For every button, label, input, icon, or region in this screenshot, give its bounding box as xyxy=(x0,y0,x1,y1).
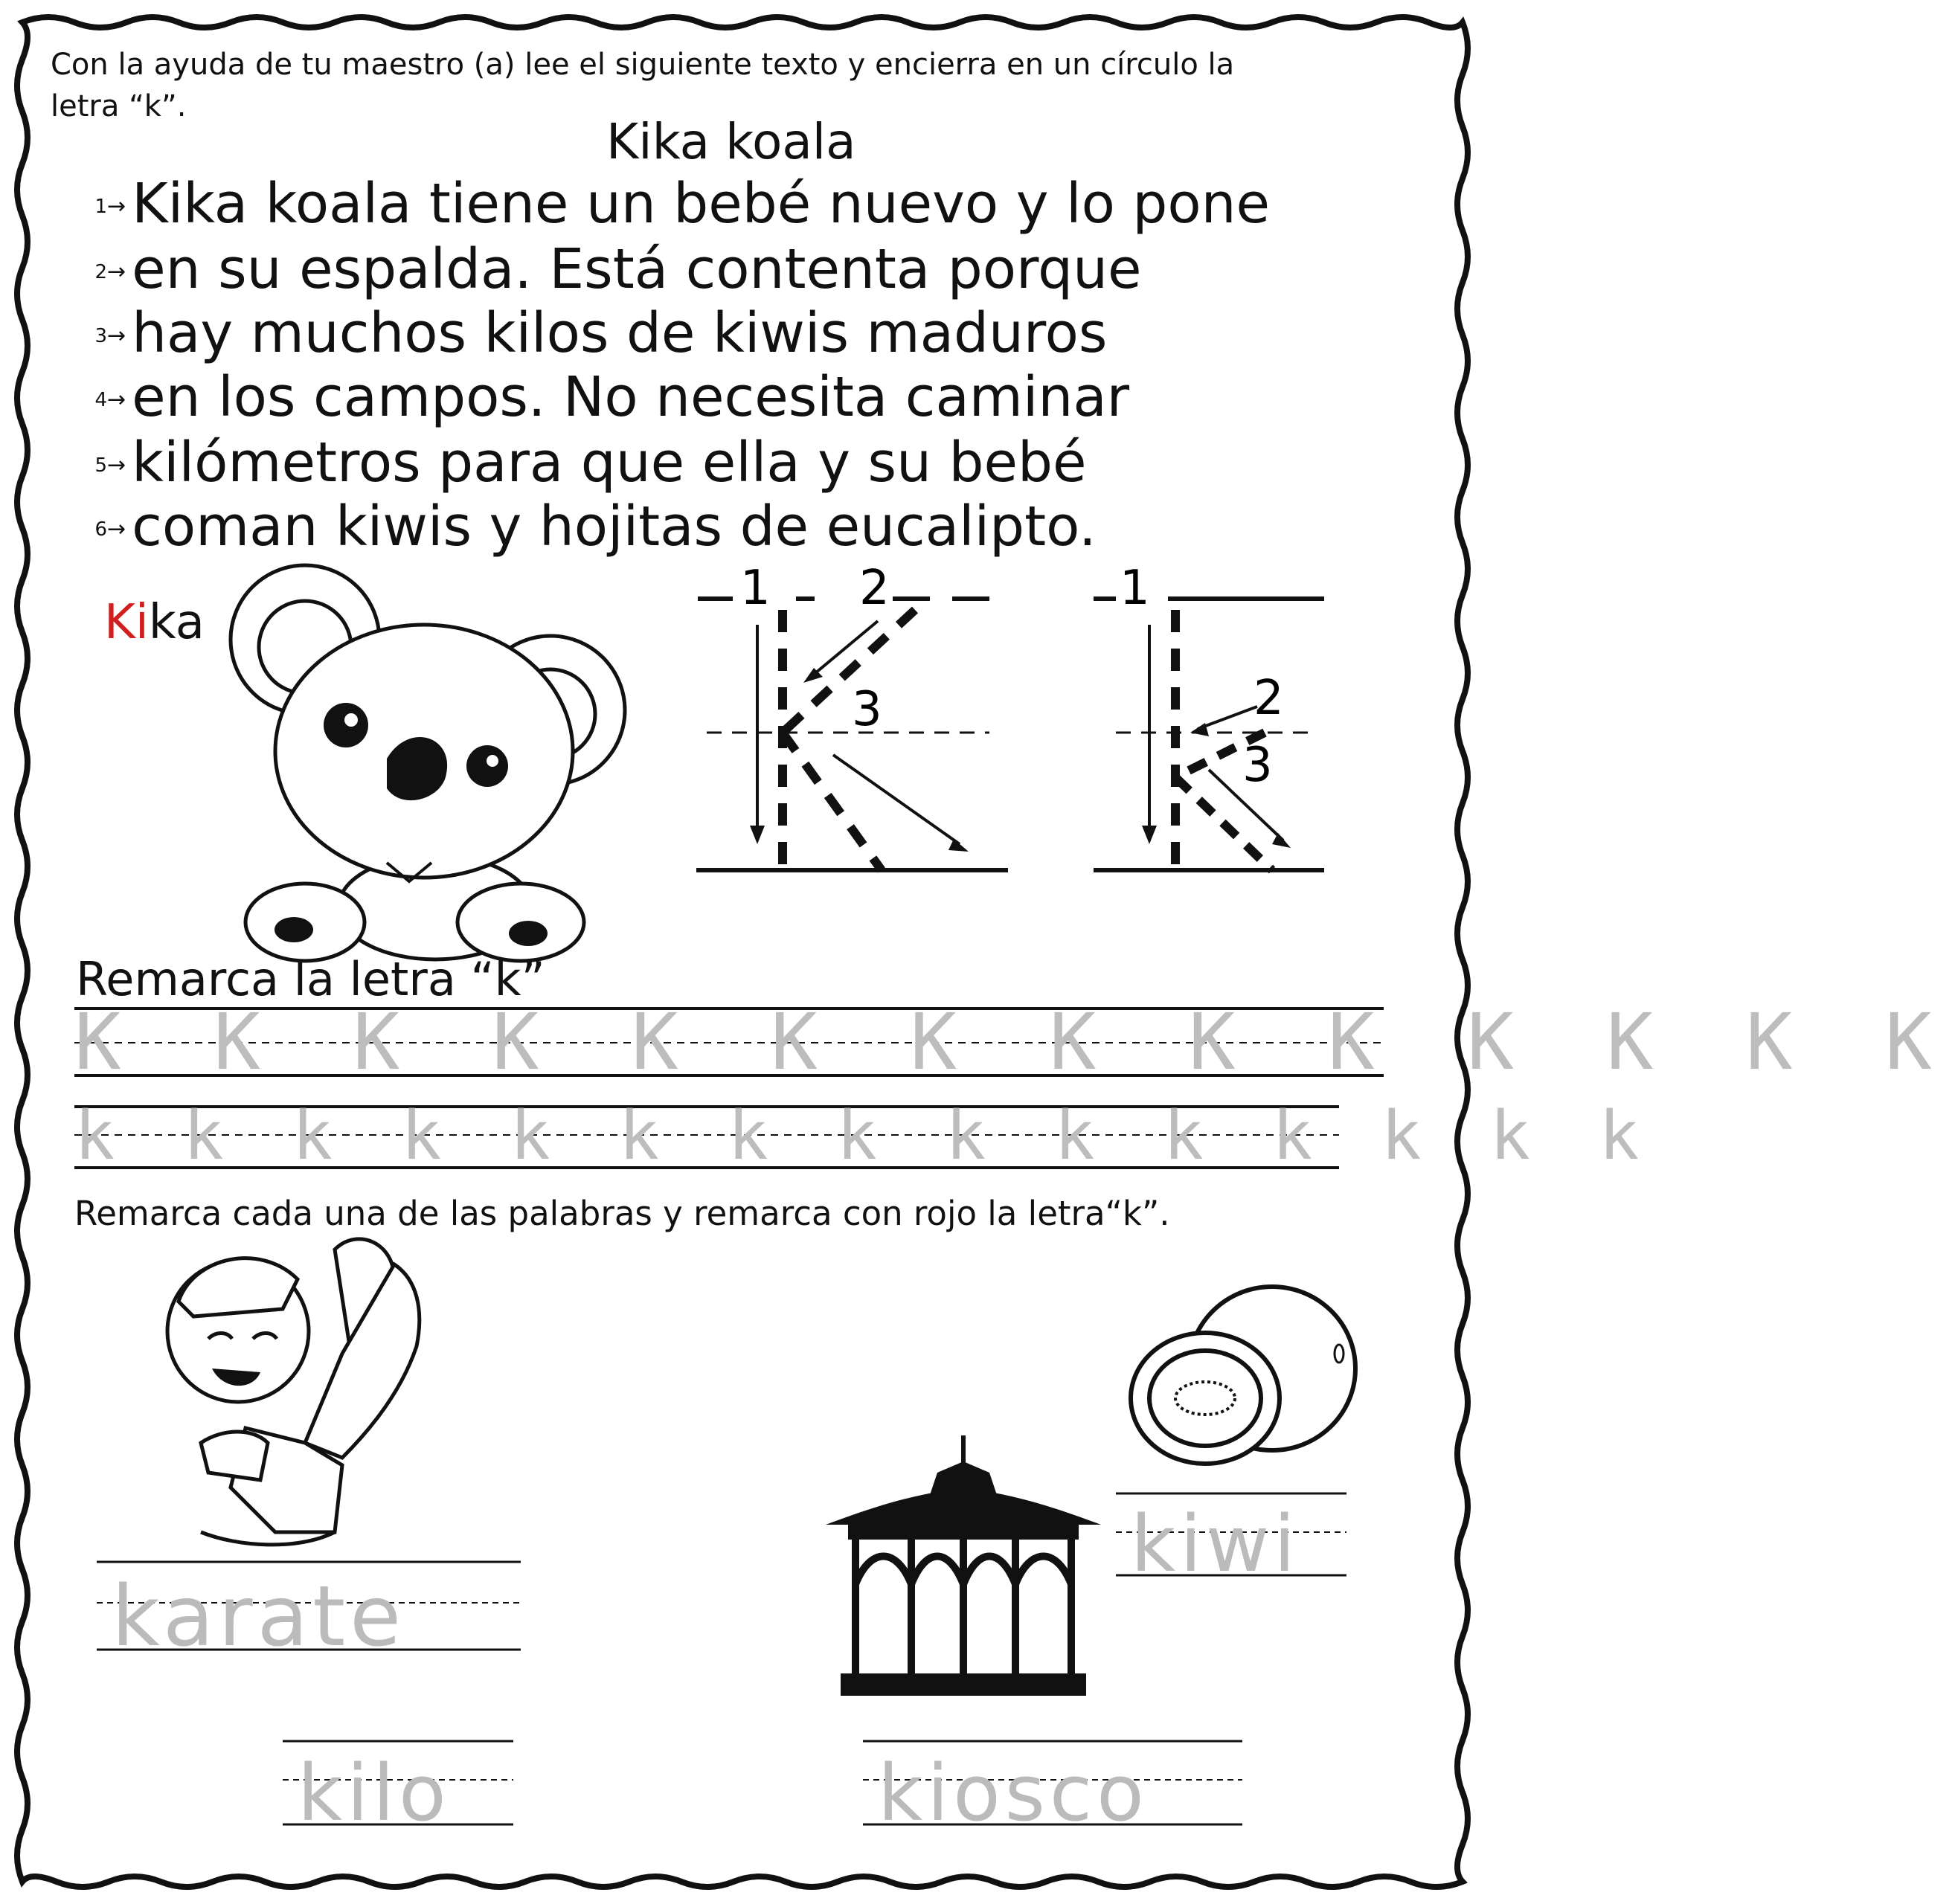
karate-kid-illustration xyxy=(149,1220,491,1562)
koala-label xyxy=(104,595,205,650)
trace-row-uppercase xyxy=(74,997,1955,1087)
word-kilo: kilo xyxy=(298,1748,451,1839)
gazebo-illustration xyxy=(826,1435,1101,1711)
word-trace-karate xyxy=(97,1554,528,1665)
arrow-icon: → xyxy=(107,387,126,414)
story-line-4 xyxy=(82,364,1129,433)
word-trace-kiwi xyxy=(1116,1480,1354,1589)
story-line-1 xyxy=(82,171,1270,239)
arrow-icon: → xyxy=(107,259,126,286)
story-title: Kika koala xyxy=(606,113,856,170)
uppercase-trace-letters: K K K K K K K K K K K K K K xyxy=(74,997,1955,1087)
story-line-text: en los campos. No necesita caminar xyxy=(132,365,1130,429)
koala-label-rest: ka xyxy=(148,595,205,650)
uppercase-k-guide xyxy=(692,561,1012,878)
word-kiosco: kiosco xyxy=(878,1748,1149,1839)
lowercase-trace-letters: k k k k k k k k k k k k k k k xyxy=(74,1097,1654,1175)
koala-illustration xyxy=(223,550,640,967)
arrow-icon: → xyxy=(107,516,126,543)
kiwi-illustration xyxy=(1123,1272,1361,1480)
step-number: 1 xyxy=(740,561,771,616)
line-number: 1 xyxy=(94,196,107,219)
koala-label-highlight: Ki xyxy=(104,595,149,650)
word-kiwi: kiwi xyxy=(1131,1499,1300,1589)
instructions-line-1: Con la ayuda de tu maestro (a) lee el siguiente texto y encierra en un círculo la xyxy=(51,48,1235,82)
story-line-text: hay muchos kilos de kiwis maduros xyxy=(132,301,1108,365)
line-number: 6 xyxy=(94,518,107,541)
lowercase-k-guide xyxy=(1086,561,1339,878)
word-trace-kiosco xyxy=(863,1729,1250,1839)
step-number: 3 xyxy=(1242,738,1273,793)
line-number: 2 xyxy=(94,261,107,284)
arrow-icon: → xyxy=(107,323,126,350)
arrow-icon: → xyxy=(107,193,126,220)
step-number: 2 xyxy=(1253,671,1284,726)
story-line-text: coman kiwis y hojitas de eucalipto. xyxy=(132,495,1097,559)
line-number: 5 xyxy=(94,454,107,477)
story-line-5 xyxy=(82,430,1087,498)
word-karate: karate xyxy=(112,1569,406,1665)
story-line-text: kilómetros para que ella y su bebé xyxy=(132,431,1087,495)
word-trace-kilo xyxy=(283,1729,521,1839)
trace-heading: Remarca la letra “k” xyxy=(76,952,545,1006)
instructions-line-2: letra “k”. xyxy=(51,89,187,123)
step-number: 3 xyxy=(852,682,882,737)
arrow-icon: → xyxy=(107,452,126,479)
words-heading: Remarca cada una de las palabras y remarca con rojo la letra“k”. xyxy=(74,1194,1170,1233)
story-line-text: en su espalda. Está contenta porque xyxy=(132,237,1142,301)
story-line-3 xyxy=(82,300,1107,369)
line-number: 3 xyxy=(94,325,107,348)
trace-row-lowercase xyxy=(74,1097,1654,1175)
story-line-2 xyxy=(82,237,1142,305)
story-line-text: Kika koala tiene un bebé nuevo y lo pone xyxy=(132,172,1271,236)
line-number: 4 xyxy=(94,389,107,412)
step-number: 2 xyxy=(859,561,890,616)
step-number: 1 xyxy=(1120,561,1150,616)
